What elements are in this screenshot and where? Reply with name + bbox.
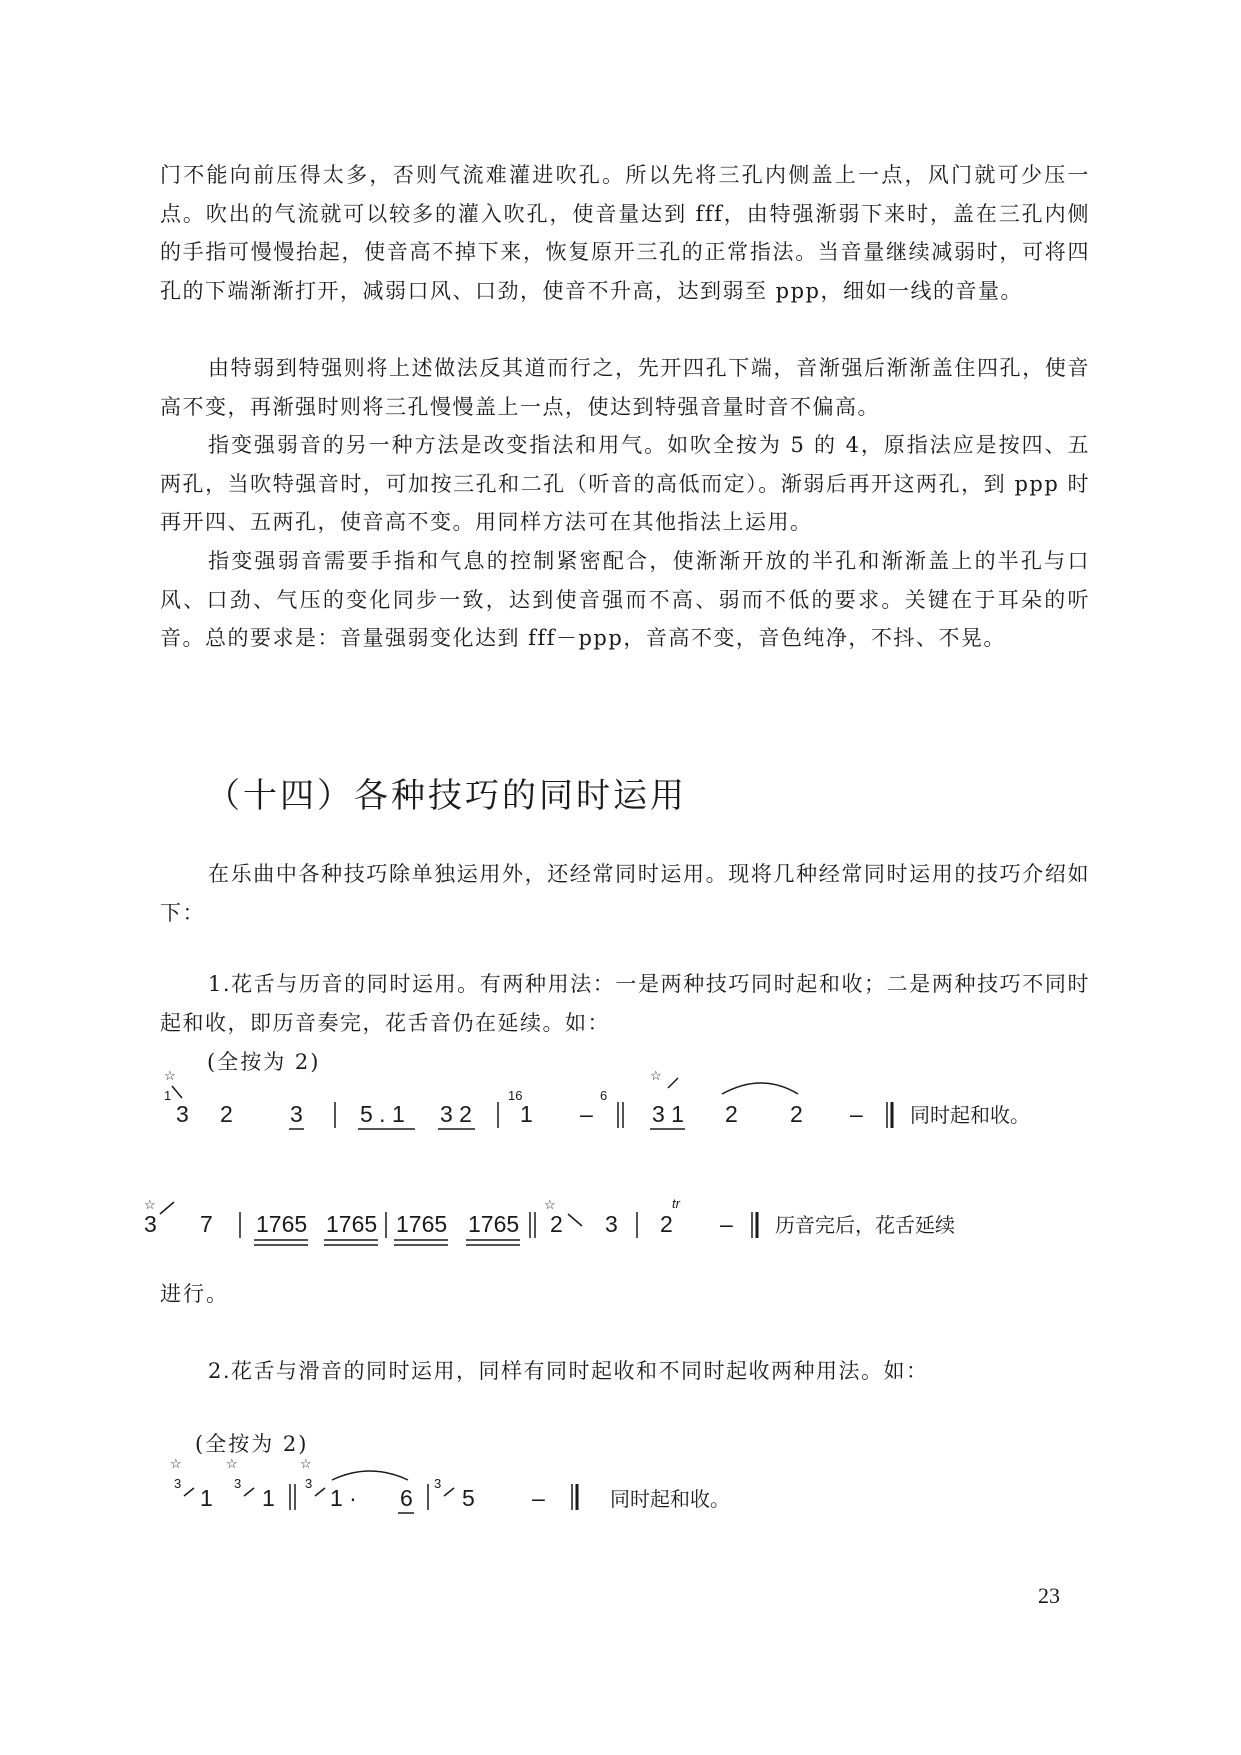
trill-mark: tr xyxy=(672,1196,680,1211)
note-1-dotted: 1 · xyxy=(330,1485,357,1511)
grace-3: 3 xyxy=(434,1476,442,1491)
dash: – xyxy=(580,1101,593,1127)
example1-key-label: (全按为 2) xyxy=(207,1050,321,1074)
note-group-1765: 1765 xyxy=(396,1211,448,1237)
note-6: 6 xyxy=(400,1485,413,1511)
example2-caption: 同时起和收。 xyxy=(610,1487,730,1511)
flutter-tongue-mark: ☆ xyxy=(170,1456,182,1471)
line2-continuation: 进行。 xyxy=(160,1282,229,1306)
grace-16: 16 xyxy=(508,1088,523,1103)
flutter-tongue-mark: ☆ xyxy=(650,1068,662,1083)
section-intro: 在乐曲中各种技巧除单独运用外，还经常同时运用。现将几种经常同时运用的技巧介绍如下： xyxy=(160,862,1090,925)
example2-notation xyxy=(150,1450,850,1530)
glissando-stroke xyxy=(172,1086,182,1098)
note-pair-32: 3 2 xyxy=(440,1101,472,1127)
paragraph-reverse-method: 由特弱到特强则将上述做法反其道而行之，先开四孔下端，音渐强后渐渐盖住四孔，使音高不变，再渐强时则将三孔慢慢盖上一点，使达到特强音量时音不偏高。 xyxy=(160,356,1090,419)
flutter-tongue-mark: ☆ xyxy=(544,1197,556,1212)
note-5-dotted: 5 . 1 xyxy=(360,1101,405,1127)
technique-item-2: 2.花舌与滑音的同时运用，同样有同时起收和不同时起收两种用法。如： xyxy=(208,1359,929,1383)
grace-3: 3 xyxy=(174,1476,182,1491)
note-1-high: 1 xyxy=(262,1485,275,1511)
note-3: 3 xyxy=(144,1211,157,1237)
note-1-high: 1 xyxy=(200,1485,213,1511)
paragraph-alternate-fingering: 指变强弱音的另一种方法是改变指法和用气。如吹全按为 5 的 4，原指法应是按四、五两孔，当吹特强音时，可加按三孔和二孔（听音的高低而定）。渐弱后再开这两孔，到 ppp 时再开四、五两孔，使音高不变。用同样方法可在其他指法上运用。 xyxy=(160,433,1090,534)
dash: – xyxy=(720,1211,733,1237)
grace-3: 3 xyxy=(234,1476,242,1491)
note-3: 3 xyxy=(290,1101,303,1127)
grace-6: 6 xyxy=(600,1088,608,1103)
notation-line-2 xyxy=(144,1196,955,1245)
note-2: 2 xyxy=(790,1101,803,1127)
note-group-1765: 1765 xyxy=(468,1211,520,1237)
dash: – xyxy=(532,1485,545,1511)
note-2: 2 xyxy=(220,1101,233,1127)
flutter-tongue-mark: ☆ xyxy=(164,1068,176,1083)
slide-mark xyxy=(184,1488,194,1496)
paragraph-dynamics-continued: 门不能向前压得太多，否则气流难灌进吹孔。所以先将三孔内侧盖上一点，风门就可少压一点。吹出的气流就可以较多的灌入吹孔，使音量达到 fff，由特强渐弱下来时，盖在三孔内侧的手指可慢慢抬起，使音高不掉下来，恢复原开三孔的正常指法。当音量继续减弱时，可将四孔的下端渐渐打开，减弱口风、口劲，使音不升高，达到弱至 ppp，细如一线的音量。 xyxy=(160,163,1090,303)
note-2-fermata: 2 xyxy=(725,1101,738,1127)
section-heading: （十四）各种技巧的同时运用 xyxy=(206,776,687,816)
note-group-1765: 1765 xyxy=(256,1211,308,1237)
note-1: 1 xyxy=(520,1101,533,1127)
example1-notation xyxy=(144,1062,1090,1292)
notation-line-1 xyxy=(164,1068,1030,1129)
line1-caption: 同时起和收。 xyxy=(910,1103,1030,1127)
grace-note: 1 xyxy=(164,1088,172,1103)
flutter-tongue-mark: ☆ xyxy=(300,1456,312,1471)
note-group-1765: 1765 xyxy=(326,1211,378,1237)
technique-item-1: 1.花舌与历音的同时运用。有两种用法：一是两种技巧同时起和收；二是两种技巧不同时起和收，即历音奏完，花舌音仍在延续。如： xyxy=(160,972,1090,1035)
flutter-tongue-mark: ☆ xyxy=(226,1456,238,1471)
paragraph-key-requirements: 指变强弱音需要手指和气息的控制紧密配合，使渐渐开放的半孔和渐渐盖上的半孔与口风、口劲、气压的变化同步一致，达到使音强而不高、弱而不低的要求。关键在于耳朵的听音。总的要求是：音量强弱变化达到 fff－ppp，音高不变，音色纯净，不抖、不晃。 xyxy=(160,549,1090,650)
tie-arc xyxy=(722,1083,798,1094)
note-2: 2 xyxy=(550,1211,563,1237)
page-number: 23 xyxy=(1038,1583,1060,1608)
grace-3: 3 xyxy=(305,1476,313,1491)
note-pair-31: 3 1 xyxy=(652,1101,684,1127)
note-3: 3 xyxy=(176,1101,189,1127)
example2-key-label: (全按为 2) xyxy=(195,1432,309,1456)
tie-arc xyxy=(332,1471,408,1480)
line2-caption: 历音完后，花舌延续 xyxy=(775,1213,955,1237)
note-2-trill: 2 xyxy=(660,1211,673,1237)
dash: – xyxy=(850,1101,863,1127)
note-5: 5 xyxy=(462,1485,475,1511)
flutter-tongue-mark: ☆ xyxy=(144,1197,156,1212)
note-3: 3 xyxy=(605,1211,618,1237)
note-7: 7 xyxy=(200,1211,213,1237)
